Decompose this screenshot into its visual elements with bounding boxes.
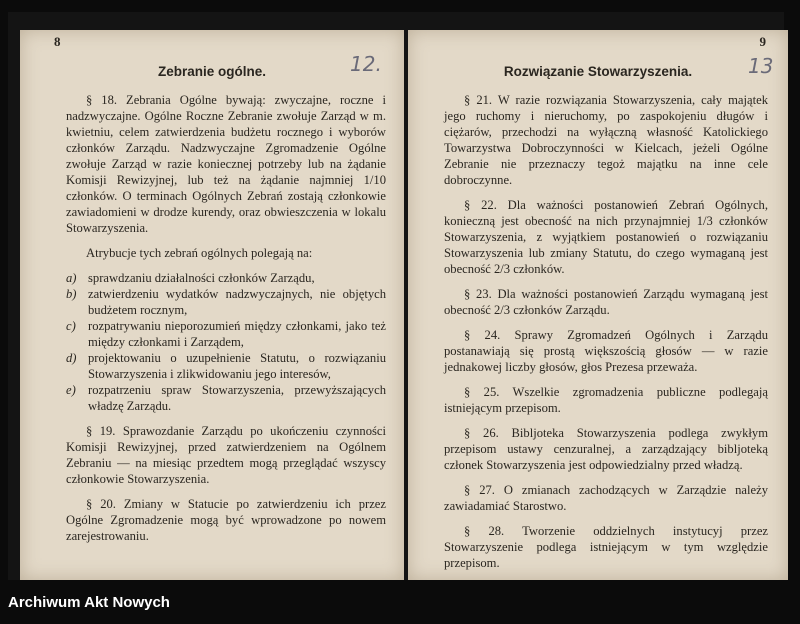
page-body [66, 92, 386, 553]
page-number: 8 [54, 34, 61, 49]
paragraph-20: § 20. Zmiany w Statucie po zatwierdzeniu ich przez Ogólne Zgromadzenie mogą być wprowadzone po nowem zarejestrowaniu. [66, 497, 386, 543]
list-item: a) sprawdzaniu działalności członków Zarządu, [66, 271, 315, 285]
paragraph-26: § 26. Bibljoteka Stowarzyszenia podlega zwykłym przepisom ustawy cenzuralnej, a zarządzający bibljoteką członek Stowarzyszenia jest odpowiedzialny przed władzą. [444, 426, 768, 472]
right-page [408, 30, 788, 580]
left-page [20, 30, 404, 580]
list-item: b) zatwierdzeniu wydatków nadzwyczajnych, nie objętych budżetem rocznym, [66, 287, 386, 317]
paragraph-21: § 21. W razie rozwiązania Stowarzyszenia, cały majątek jego ruchomy i nieruchomy, po zaspokojeniu długów i ciężarów, przechodzi na wyłączną własność Katolickiego Towarzystwa Dobroczynności w Kielcach, jeżeli Ogólne Zebranie nie przeznaczy tegoż majątku na inne cele dobroczynne. [444, 93, 768, 187]
list-item: d) projektowaniu o uzupełnienie Statutu, o rozwiązaniu Stowarzyszenia i zlikwidowaniu jego interesów, [66, 351, 386, 381]
page-number: 9 [759, 34, 766, 49]
section-title: Rozwiązanie Stowarzyszenia. [503, 64, 693, 79]
list-item: e) rozpatrzeniu spraw Stowarzyszenia, przewyższających władzę Zarządu. [66, 383, 386, 413]
list-item: c) rozpatrywaniu nieporozumień między członkami, jako też między członkami i Zarządem, [66, 319, 386, 349]
scanned-booklet [8, 12, 784, 580]
page-body [444, 92, 768, 580]
paragraph-18: § 18. Zebrania Ogólne bywają: zwyczajne, roczne i nadzwyczajne. Ogólne Roczne Zebranie zwołuje Zarząd w m. kwietniu, celem zatwierdzenia budżetu rocznego i wyborów członków Zarządu. Nadzwyczajne Zgromadzenie Ogólne zwołuje Zarząd w razie koniecznej potrzeby lub na żądanie Komisji Rewizyjnej, lub też na żądanie najmniej 1/10 członków. O terminach Ogólnych Zebrań zostają członkowie zawiadomieni w drodze kurendy, oraz obwieszczenia w lokalu Stowarzyszenia. [66, 93, 386, 235]
paragraph-27: § 27. O zmianach zachodzących w Zarządzie należy zawiadamiać Starostwo. [444, 483, 768, 513]
paragraph-22: § 22. Dla ważności postanowień Zebrań Ogólnych, konieczną jest obecność na nich przynajmniej 1/3 członków Stowarzyszenia, z wyjątkiem postanowień o rozwiązaniu Stowarzyszenia lub zmiany Statutu, do czego wymaganą jest obecność 2/3 członków. [444, 198, 768, 276]
paragraph-23: § 23. Dla ważności postanowień Zarządu wymaganą jest obecność 2/3 członków Zarządu. [444, 287, 768, 317]
attributions-list [66, 270, 386, 414]
paragraph-28: § 28. Tworzenie oddzielnych instytucyj przez Stowarzyszenie podlega istniejącym w tym względzie przepisom. [444, 524, 768, 570]
handwritten-page-number: 13 [748, 54, 774, 78]
paragraph-19: § 19. Sprawozdanie Zarządu po ukończeniu czynności Komisji Rewizyjnej, przed zatwierdzeniem na Ogólnem Zebraniu — na miesiąc przedtem mogą przeglądać wszyscy członkowie Stowarzyszenia. [66, 424, 386, 486]
handwritten-page-number: 12. [350, 52, 382, 76]
archive-name: Archiwum Akt Nowych [8, 594, 170, 611]
attributions-intro: Atrybucje tych zebrań ogólnych polegają na: [86, 246, 313, 260]
paragraph-25: § 25. Wszelkie zgromadzenia publiczne podlegają istniejącym przepisom. [444, 385, 768, 415]
section-title: Zebranie ogólne. [157, 64, 266, 79]
paragraph-24: § 24. Sprawy Zgromadzeń Ogólnych i Zarządu postanawiają się prostą większością głosów — w razie jednakowej liczby głosów, głos Prezesa przeważa. [444, 328, 768, 374]
